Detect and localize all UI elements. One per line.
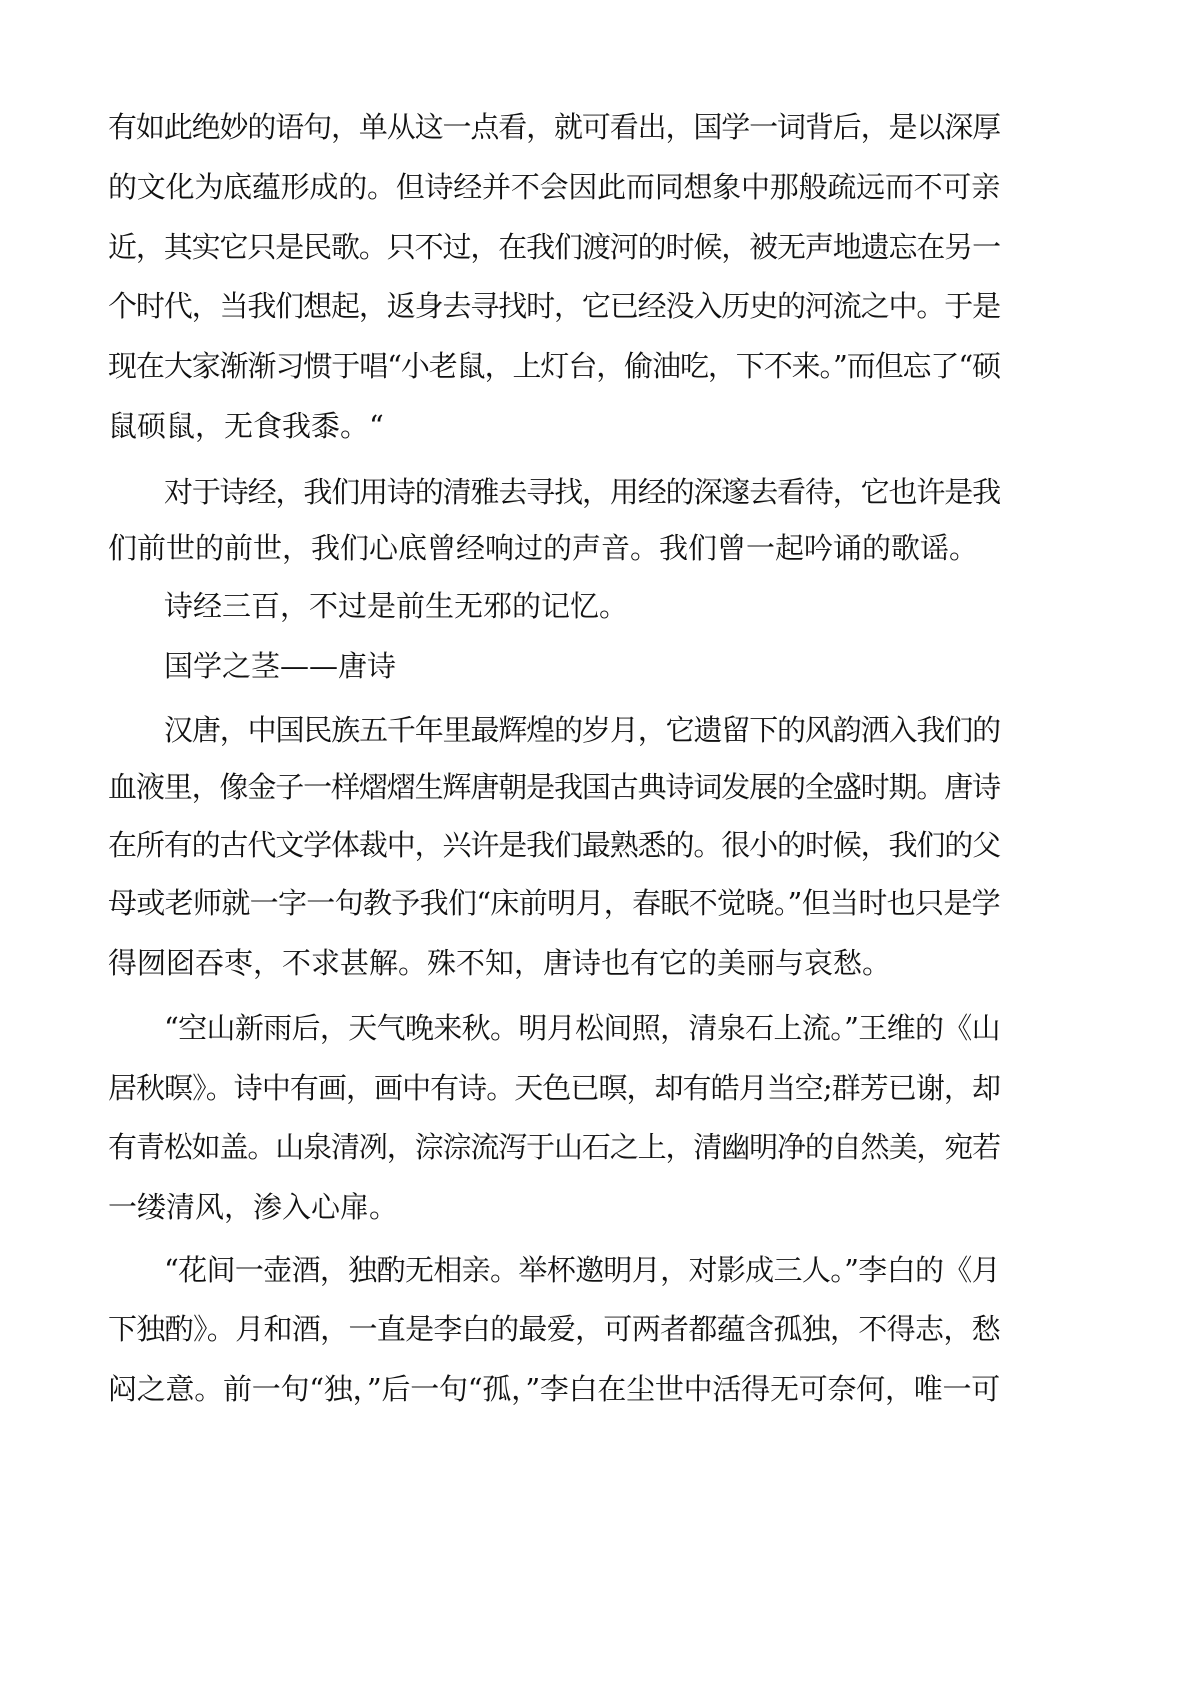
text-line [0, 518, 1191, 578]
text-line [0, 336, 1191, 396]
text-line [0, 396, 1191, 456]
text-line [0, 815, 1191, 875]
line-text: 诗经三百，不过是前生无邪的记忆。 [164, 589, 629, 623]
line-text: 现在大家渐渐习惯于唱“小老鼠，上灯台，偷油吃，下不来。”而但忘了“硕 [108, 349, 1000, 383]
line-text: 的文化为底蕴形成的。但诗经并不会因此而同想象中那般疏远而不可亲 [108, 170, 1000, 204]
text-line [0, 1240, 1191, 1300]
line-text: 汉唐，中国民族五千年里最辉煌的岁月，它遗留下的风韵洒入我们的 [164, 713, 1000, 747]
text-line [0, 998, 1191, 1058]
text-line [0, 757, 1191, 817]
text-line [0, 1117, 1191, 1177]
line-text: “花间一壶酒，独酌无相亲。举杯邀明月，对影成三人。”李白的《月 [164, 1253, 1000, 1287]
line-text: 个时代，当我们想起，返身去寻找时，它已经没入历史的河流之中。于是 [108, 289, 1000, 323]
text-line [0, 276, 1191, 336]
line-text: “空山新雨后，天气晚来秋。明月松间照，清泉石上流。”王维的《山 [164, 1011, 1000, 1045]
text-line [0, 462, 1191, 522]
text-line [0, 700, 1191, 760]
text-line [0, 1177, 1191, 1237]
text-line [0, 873, 1191, 933]
line-text: 有如此绝妙的语句，单从这一点看，就可看出，国学一词背后，是以深厚 [108, 110, 1000, 144]
text-line [0, 97, 1191, 157]
line-text: 一缕清风，渗入心扉。 [108, 1190, 399, 1224]
line-text: 近，其实它只是民歌。只不过，在我们渡河的时候，被无声地遗忘在另一 [108, 230, 1000, 264]
line-text: 国学之茎——唐诗 [164, 649, 397, 683]
line-text: 闷之意。前一句“独，”后一句“孤，”李白在尘世中活得无可奈何，唯一可 [108, 1372, 1000, 1406]
text-line [0, 933, 1191, 993]
line-text: 居秋暝》。诗中有画，画中有诗。天色已暝，却有皓月当空;群芳已谢，却 [108, 1071, 1000, 1105]
text-line [0, 636, 1191, 696]
text-line [0, 217, 1191, 277]
line-text: 在所有的古代文学体裁中，兴许是我们最熟悉的。很小的时候，我们的父 [108, 828, 1000, 862]
line-text: 对于诗经，我们用诗的清雅去寻找，用经的深邃去看待，它也许是我 [164, 475, 1000, 509]
line-text: 得囫囵吞枣，不求甚解。殊不知，唐诗也有它的美丽与哀愁。 [108, 946, 892, 980]
text-line [0, 157, 1191, 217]
line-text: 下独酌》。月和酒，一直是李白的最爱，可两者都蕴含孤独，不得志，愁 [108, 1312, 1000, 1346]
line-text: 鼠硕鼠，无食我黍。“ [108, 409, 384, 443]
text-line [0, 576, 1191, 636]
text-line [0, 1058, 1191, 1118]
line-text: 母或老师就一字一句教予我们“床前明月，春眠不觉晓。”但当时也只是学 [108, 886, 1000, 920]
line-text: 们前世的前世，我们心底曾经响过的声音。我们曾一起吟诵的歌谣。 [108, 531, 979, 565]
line-text: 血液里，像金子一样熠熠生辉唐朝是我国古典诗词发展的全盛时期。唐诗 [108, 770, 1000, 804]
text-line [0, 1359, 1191, 1419]
line-text: 有青松如盖。山泉清冽，淙淙流泻于山石之上，清幽明净的自然美，宛若 [108, 1130, 1000, 1164]
text-line [0, 1299, 1191, 1359]
